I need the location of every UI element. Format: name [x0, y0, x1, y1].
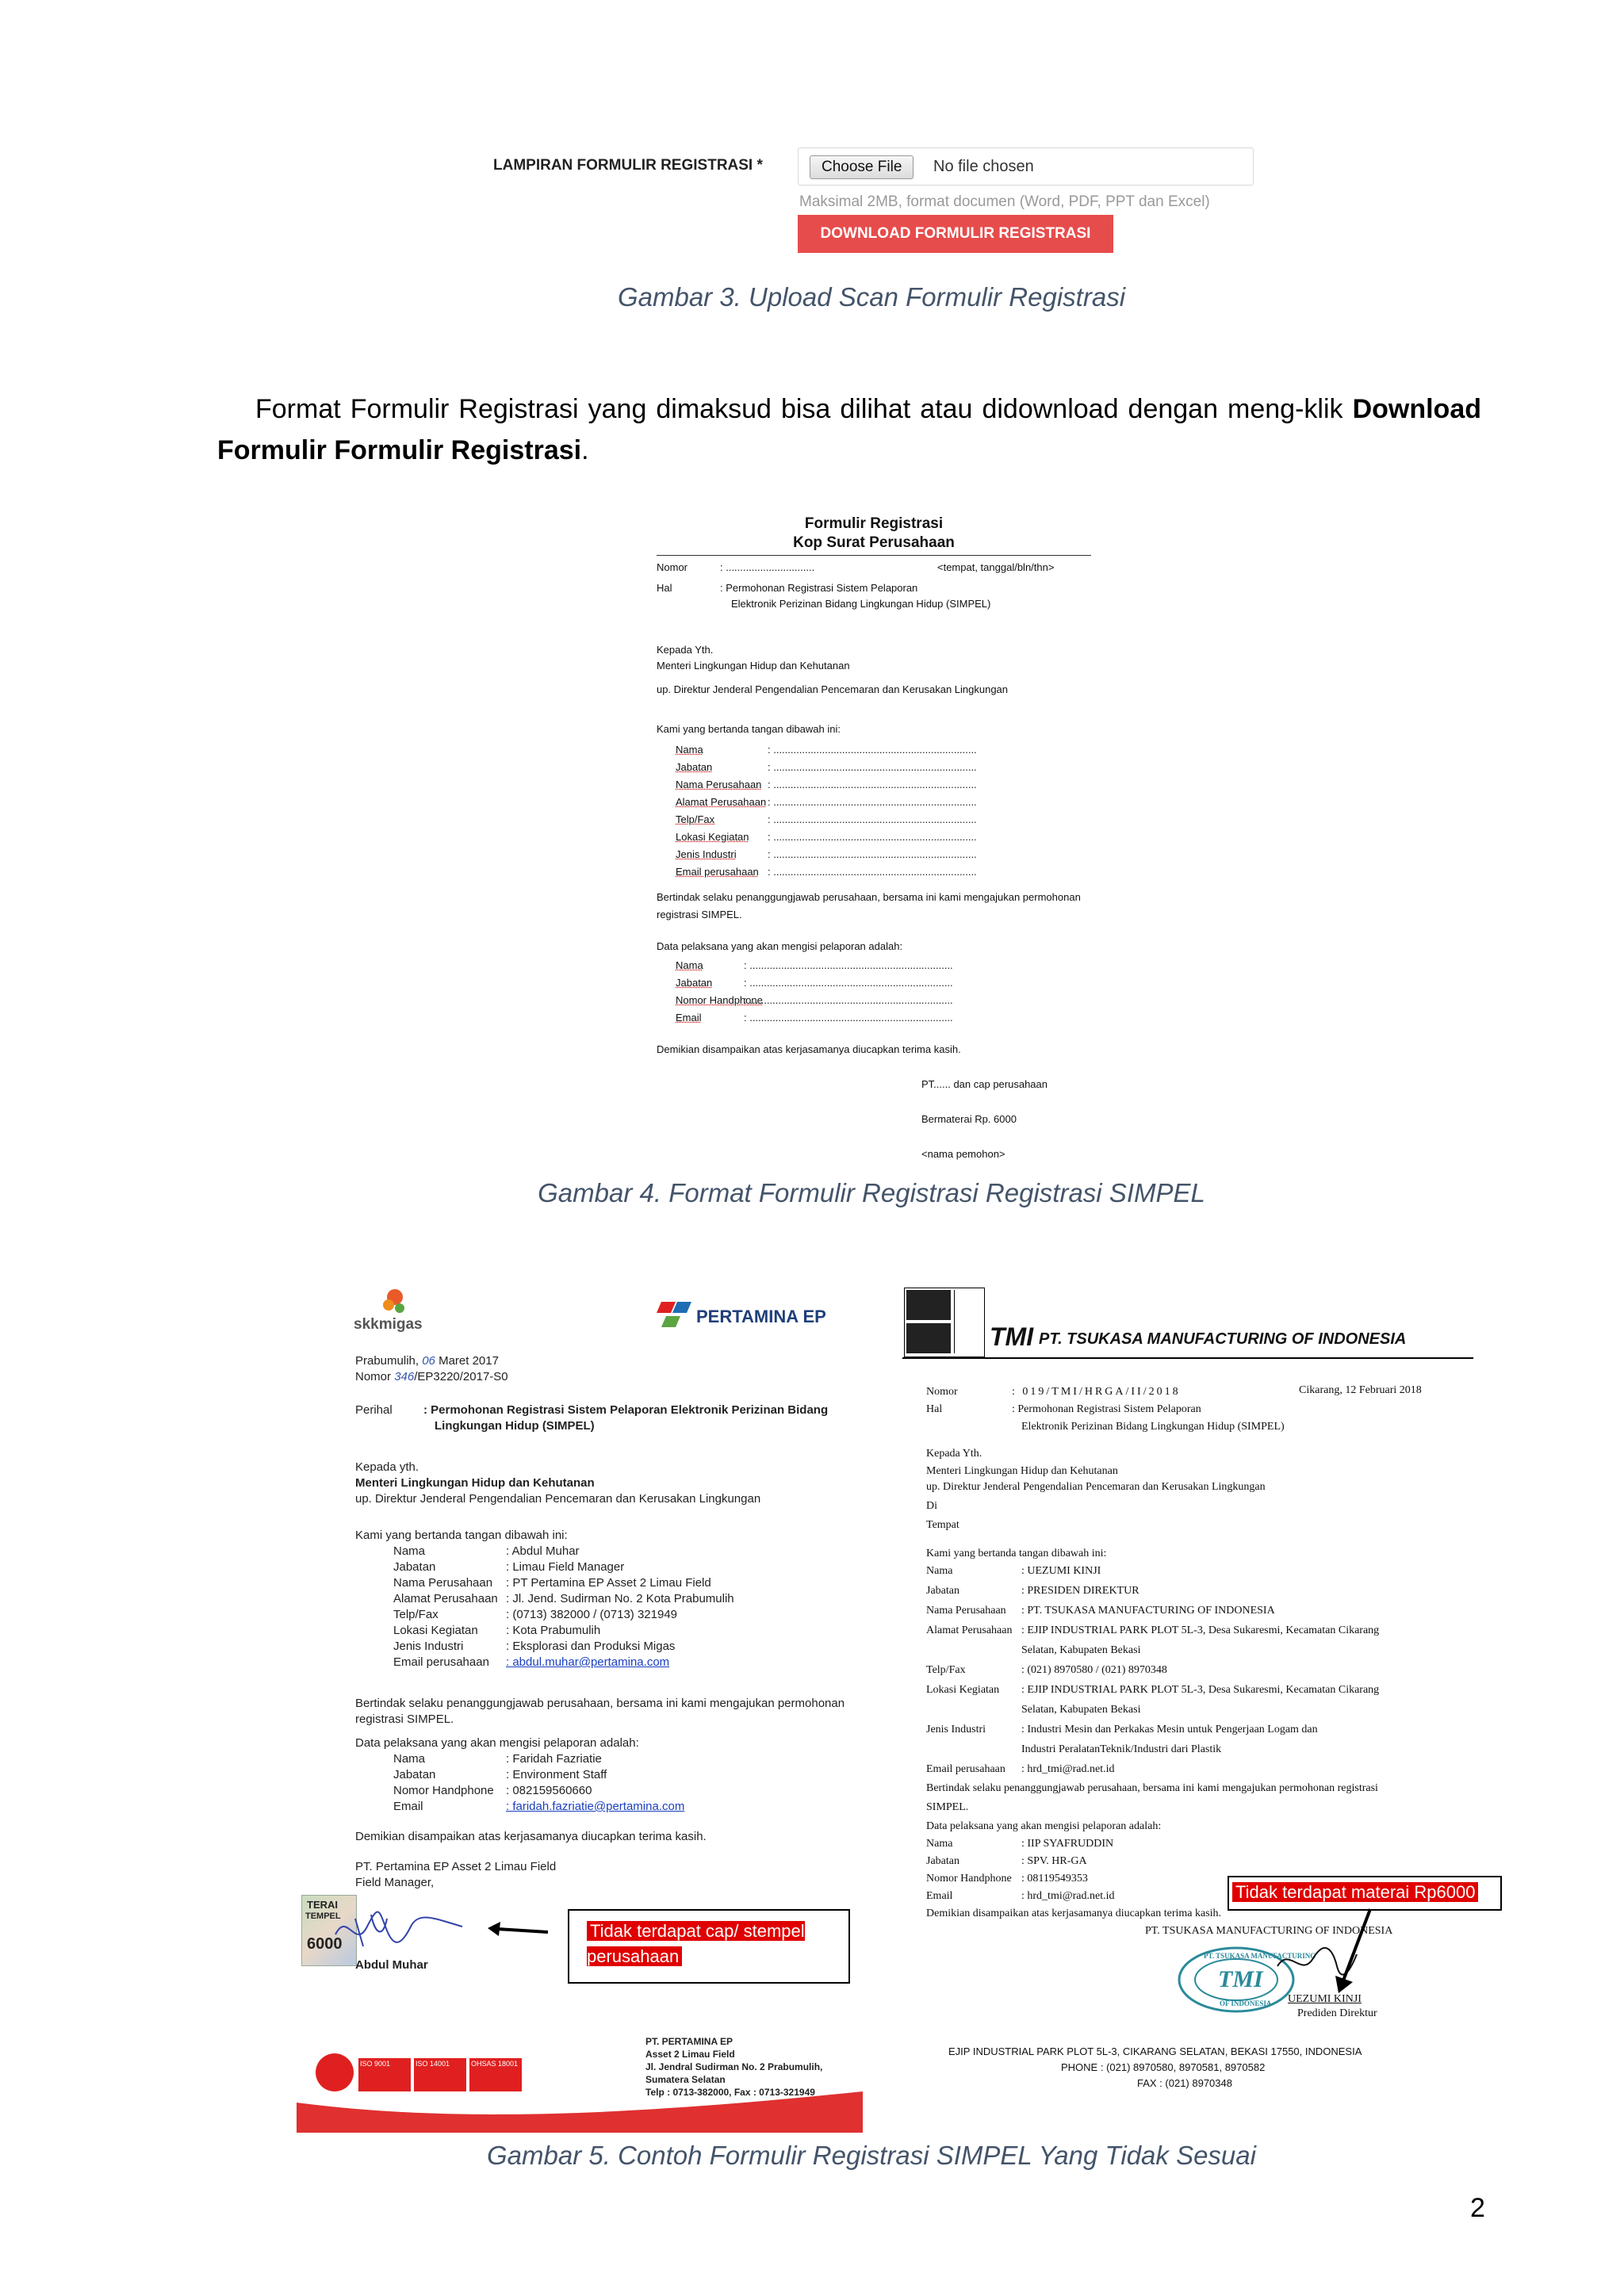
field-value: : Abdul Muhar: [506, 1544, 580, 1558]
nomor: [355, 1370, 508, 1383]
footer-1: EJIP INDUSTRIAL PARK PLOT 5L-3, CIKARANG SELATAN, BEKASI 17550, INDONESIA: [948, 2045, 1362, 2057]
field-label: Email: [393, 1800, 423, 1813]
bertindak-1: Bertindak selaku penanggungjawab perusahaan, bersama ini kami mengajukan permohonan: [657, 891, 1081, 903]
field-label: Jabatan: [926, 1855, 959, 1867]
pertamina-letter: [284, 1269, 863, 2137]
kami-text: Kami yang bertanda tangan dibawah ini:: [355, 1529, 568, 1542]
pertamina-logo-icon: [657, 1299, 691, 1330]
field-value: : hrd_tmi@rad.net.id: [1021, 1763, 1115, 1775]
bertindak-1: Bertindak selaku penanggungjawab perusahaan, bersama ini kami mengajukan permohonan: [355, 1697, 845, 1710]
field-value: Selatan, Kabupaten Bekasi: [1021, 1704, 1141, 1716]
field-value: : .......................................................................: [744, 994, 953, 1006]
field-label: Nomor Handphone: [676, 994, 763, 1006]
data-pelaksana: Data pelaksana yang akan mengisi pelaporan adalah:: [926, 1820, 1162, 1832]
field-value: : Environment Staff: [506, 1768, 607, 1781]
footer-5: Telp : 0713-382000, Fax : 0713-321949: [645, 2087, 815, 2098]
field-value: : PRESIDEN DIREKTUR: [1021, 1585, 1139, 1597]
field-label: Alamat Perusahaan: [393, 1592, 498, 1605]
skkmigas-logo-icon: [377, 1286, 417, 1318]
kepada: Kepada Yth.: [657, 644, 714, 656]
stamp-text-2: TEMPEL: [305, 1911, 341, 1921]
bertindak-2: registrasi SIMPEL.: [657, 909, 742, 920]
annotation-text-materai: Tidak terdapat materai Rp6000: [1232, 1882, 1478, 1902]
seal-bot-text: OF INDONESIA: [1220, 1999, 1272, 2007]
annotation-text-stamp: Tidak terdapat cap/ stempel perusahaan: [587, 1921, 805, 1966]
field-value: : Jl. Jend. Sudirman No. 2 Kota Prabumulih: [506, 1592, 734, 1605]
value-nomor: : ...............................: [720, 561, 815, 573]
footer-3: FAX : (021) 8970348: [1137, 2077, 1232, 2089]
nomor-label: Nomor: [926, 1386, 958, 1398]
field-label: Nama: [393, 1752, 426, 1766]
perihal-value-2: Lingkungan Hidup (SIMPEL): [435, 1419, 595, 1433]
signer-name: UEZUMI KINJI: [1288, 1993, 1362, 2005]
pt-name: PT. Pertamina EP Asset 2 Limau Field: [355, 1860, 557, 1873]
field-label: Email: [676, 1012, 702, 1024]
signer-name: Abdul Muhar: [355, 1958, 428, 1972]
iso-logos: [316, 2053, 553, 2095]
example-letters-figure: [284, 1269, 1499, 2137]
header-rule: [657, 555, 1091, 556]
field-label: Alamat Perusahaan: [926, 1624, 1013, 1636]
field-value: : .......................................................................: [744, 1012, 953, 1024]
annotation-box-stamp: [568, 1909, 850, 1984]
field-label: Lokasi Kegiatan: [676, 831, 749, 843]
paragraph-end: .: [581, 435, 589, 465]
field-value: : 082159560660: [506, 1784, 592, 1797]
nomor-label: Nomor: [355, 1370, 392, 1383]
field-value: : Faridah Fazriatie: [506, 1752, 602, 1766]
arrow-icon: [486, 1919, 550, 1942]
place-date: Maret 2017: [439, 1354, 499, 1368]
field-label: Email perusahaan: [676, 866, 759, 878]
field-value: : .......................................................................: [768, 848, 977, 860]
up-direktur: up. Direktur Jenderal Pengendalian Pencemaran dan Kerusakan Lingkungan: [926, 1481, 1266, 1493]
field-value: : PT Pertamina EP Asset 2 Limau Field: [506, 1576, 711, 1590]
form-field-label: LAMPIRAN FORMULIR REGISTRASI *: [493, 157, 763, 174]
field-value: : .......................................................................: [768, 813, 977, 825]
materai: Bermaterai Rp. 6000: [921, 1113, 1017, 1125]
field-label: Nama: [676, 959, 703, 971]
field-label: Alamat Perusahaan: [676, 796, 767, 808]
field-label: Email perusahaan: [393, 1655, 489, 1669]
nomor-value: : 019/TMI/HRGA/II/2018: [1012, 1386, 1181, 1398]
download-form-button[interactable]: DOWNLOAD FORMULIR REGISTRASI: [798, 215, 1113, 253]
kepada: Kepada Yth.: [926, 1448, 982, 1460]
tempat: Tempat: [926, 1519, 959, 1531]
field-label: Jenis Industri: [393, 1640, 464, 1653]
field-label: Nama: [676, 744, 703, 756]
field-value: : abdul.muhar@pertamina.com: [506, 1655, 670, 1669]
demikian: Demikian disampaikan atas kerjasamanya diucapkan terima kasih.: [926, 1908, 1222, 1919]
field-value: : .......................................................................: [768, 779, 977, 790]
iso-emblem-icon: [316, 2053, 354, 2091]
field-label: Jabatan: [926, 1585, 959, 1597]
field-value: : .......................................................................: [768, 831, 977, 843]
registration-form-template: [657, 507, 1091, 1165]
tmi-header-rule: [902, 1357, 1473, 1359]
field-value: : 08119549353: [1021, 1873, 1088, 1885]
field-value: : EJIP INDUSTRIAL PARK PLOT 5L-3, Desa Sukaresmi, Kecamatan Cikarang: [1021, 1684, 1380, 1696]
demikian: Demikian disampaikan atas kerjasamanya diucapkan terima kasih.: [355, 1830, 707, 1843]
footer-2: Asset 2 Limau Field: [645, 2049, 735, 2060]
nomor-handwritten: 346: [394, 1370, 415, 1383]
field-value: : hrd_tmi@rad.net.id: [1021, 1890, 1115, 1902]
data-pelaksana: Data pelaksana yang akan mengisi pelaporan adalah:: [355, 1736, 639, 1750]
arrow-icon: [1331, 1908, 1378, 1995]
hal-label: Hal: [926, 1403, 943, 1415]
field-manager: Field Manager,: [355, 1876, 435, 1889]
up-direktur: up. Direktur Jenderal Pengendalian Pencemaran dan Kerusakan Lingkungan: [657, 683, 1009, 695]
field-label: Nama: [926, 1565, 953, 1577]
ohsas-badge: OHSAS 18001: [469, 2058, 522, 2091]
field-value: : IIP SYAFRUDDIN: [1021, 1838, 1114, 1850]
field-label: Jenis Industri: [676, 848, 737, 860]
signer-role: Prediden Direktur: [1297, 2007, 1377, 2019]
value-tempat: <tempat, tanggal/bln/thn>: [937, 561, 1055, 573]
kepada: Kepada yth.: [355, 1460, 419, 1474]
figure-5-caption: Gambar 5. Contoh Formulir Registrasi SIMPEL Yang Tidak Sesuai: [487, 2141, 1256, 2170]
bertindak-2: registrasi SIMPEL.: [355, 1712, 454, 1726]
paragraph-text: Format Formulir Registrasi yang dimaksud bisa dilihat atau didownload dengan meng-klik: [255, 394, 1353, 424]
footer-4: Sumatera Selatan: [645, 2074, 726, 2085]
field-label: Jabatan: [676, 977, 713, 989]
bertindak-1: Bertindak selaku penanggungjawab perusahaan, bersama ini kami mengajukan permohonan registrasi: [926, 1782, 1378, 1794]
label-hal: Hal: [657, 582, 672, 594]
nomor-value: /EP3220/2017-S0: [414, 1370, 508, 1383]
place-handwritten: 06: [422, 1354, 435, 1368]
field-label: Telp/Fax: [393, 1608, 439, 1621]
field-label: Nama Perusahaan: [926, 1605, 1006, 1617]
menteri: Menteri Lingkungan Hidup dan Kehutanan: [657, 660, 850, 672]
bertindak-2: SIMPEL.: [926, 1801, 969, 1813]
file-hint-text: Maksimal 2MB, format documen (Word, PDF, PPT dan Excel): [799, 193, 1210, 210]
cert-logo-2-icon: [906, 1323, 951, 1353]
perihal-value-1: : Permohonan Registrasi Sistem Pelaporan Elektronik Perizinan Bidang: [423, 1403, 829, 1417]
menteri: Menteri Lingkungan Hidup dan Kehutanan: [926, 1465, 1118, 1477]
template-title: Formulir Registrasi: [804, 515, 944, 532]
field-value: Industri PeralatanTeknik/Industri dari Plastik: [1021, 1743, 1222, 1755]
field-label: Jabatan: [676, 761, 713, 773]
footer-2: PHONE : (021) 8970580, 8970581, 8970582: [1061, 2061, 1266, 2073]
perihal-label: Perihal: [355, 1403, 393, 1417]
di: Di: [926, 1500, 937, 1512]
field-value: : (021) 8970580 / (021) 8970348: [1021, 1664, 1167, 1676]
field-value: : .......................................................................: [744, 959, 953, 971]
field-label: Lokasi Kegiatan: [926, 1684, 1000, 1696]
kami-text: Kami yang bertanda tangan dibawah ini:: [657, 723, 841, 735]
data-pelaksana: Data pelaksana yang akan mengisi pelaporan adalah:: [657, 940, 903, 952]
tmi-letter: [902, 1269, 1499, 2137]
place-label: Prabumulih,: [355, 1354, 419, 1368]
date: Cikarang, 12 Februari 2018: [1299, 1384, 1422, 1396]
annotation-box-materai: [1228, 1876, 1502, 1911]
field-value: : Limau Field Manager: [506, 1560, 625, 1574]
stamp-text-3: 6000: [307, 1935, 343, 1953]
field-value: : Industri Mesin dan Perkakas Mesin untuk Pengerjaan Logam dan: [1021, 1724, 1318, 1735]
iso-9001-badge: ISO 9001: [358, 2058, 411, 2091]
field-label: Lokasi Kegiatan: [393, 1624, 478, 1637]
footer-1: PT. PERTAMINA EP: [645, 2036, 733, 2047]
kami-text: Kami yang bertanda tangan dibawah ini:: [926, 1548, 1107, 1559]
seal-mid-text: TMI: [1218, 1966, 1263, 1992]
field-label: Nomor Handphone: [393, 1784, 494, 1797]
field-label: Email: [926, 1890, 953, 1902]
cert-divider: [954, 1290, 982, 1353]
field-label: Nama: [393, 1544, 426, 1558]
field-label: Nama Perusahaan: [393, 1576, 493, 1590]
field-value: : (0713) 382000 / (0713) 321949: [506, 1608, 677, 1621]
figure-3-caption: Gambar 3. Upload Scan Formulir Registrasi: [617, 282, 1126, 312]
field-value: : .......................................................................: [768, 796, 977, 808]
choose-file-button[interactable]: Choose File: [810, 155, 914, 179]
field-label: Nomor Handphone: [926, 1873, 1012, 1885]
pt-cap: PT...... dan cap perusahaan: [921, 1078, 1048, 1090]
file-status-text: No file chosen: [933, 158, 1034, 175]
field-label: Nama Perusahaan: [676, 779, 762, 790]
tmi-company-name: PT. TSUKASA MANUFACTURING OF INDONESIA: [1039, 1330, 1407, 1348]
field-label: Email perusahaan: [926, 1763, 1005, 1775]
hal-value-1: : Permohonan Registrasi Sistem Pelaporan: [1012, 1403, 1201, 1415]
cert-logo-1-icon: [906, 1290, 951, 1320]
page-number: 2: [1470, 2193, 1485, 2223]
label-nomor: Nomor: [657, 561, 688, 573]
tmi-logo-text: TMI: [990, 1322, 1034, 1351]
field-value: : .......................................................................: [768, 761, 977, 773]
seal-top-text: PT. TSUKASA MANUFACTURING: [1204, 1952, 1316, 1960]
paragraph-bold-link-text: Download Formulir Formulir Registrasi: [217, 394, 1481, 465]
field-value: : Kota Prabumulih: [506, 1624, 601, 1637]
skkmigas-logo-text: skkmigas: [354, 1316, 423, 1333]
iso-14001-badge: ISO 14001: [414, 2058, 466, 2091]
field-label: Telp/Fax: [676, 813, 715, 825]
stamp-text-1: TERAI: [307, 1899, 338, 1911]
figure-4-caption: Gambar 4. Format Formulir Registrasi Registrasi SIMPEL: [538, 1178, 1205, 1207]
field-label: Telp/Fax: [926, 1664, 966, 1676]
value-hal-1: : Permohonan Registrasi Sistem Pelaporan: [720, 582, 918, 594]
field-value: : PT. TSUKASA MANUFACTURING OF INDONESIA: [1021, 1605, 1275, 1617]
hal-value-2: Elektronik Perizinan Bidang Lingkungan Hidup (SIMPEL): [1021, 1421, 1285, 1433]
field-label: Nama: [926, 1838, 953, 1850]
field-value: : .......................................................................: [744, 977, 953, 989]
template-subtitle: Kop Surat Perusahaan: [793, 534, 955, 551]
demikian: Demikian disampaikan atas kerjasamanya diucapkan terima kasih.: [657, 1043, 961, 1055]
place: [355, 1354, 499, 1368]
field-value: : .......................................................................: [768, 744, 977, 756]
field-label: Jabatan: [393, 1768, 436, 1781]
up-direktur: up. Direktur Jenderal Pengendalian Pencemaran dan Kerusakan Lingkungan: [355, 1492, 761, 1506]
nama-pemohon: <nama pemohon>: [921, 1148, 1005, 1160]
field-value: : EJIP INDUSTRIAL PARK PLOT 5L-3, Desa Sukaresmi, Kecamatan Cikarang: [1021, 1624, 1380, 1636]
value-hal-2: Elektronik Perizinan Bidang Lingkungan Hidup (SIMPEL): [731, 598, 991, 610]
footer-red-band: [297, 2091, 863, 2133]
pt-name: PT. TSUKASA MANUFACTURING OF INDONESIA: [1145, 1925, 1393, 1937]
field-value: : .......................................................................: [768, 866, 977, 878]
tmi-cert-logos: [904, 1288, 985, 1357]
field-value: : SPV. HR-GA: [1021, 1855, 1087, 1867]
field-value: : Eksplorasi dan Produksi Migas: [506, 1640, 676, 1653]
file-input[interactable]: [798, 147, 1254, 186]
field-value: : UEZUMI KINJI: [1021, 1565, 1101, 1577]
body-paragraph: [217, 388, 1481, 471]
field-value: Selatan, Kabupaten Bekasi: [1021, 1644, 1141, 1656]
signature-icon: [331, 1903, 466, 1958]
field-value: : faridah.fazriatie@pertamina.com: [506, 1800, 685, 1813]
pertamina-logo-text: PERTAMINA EP: [696, 1307, 826, 1326]
menteri: Menteri Lingkungan Hidup dan Kehutanan: [355, 1476, 595, 1490]
footer-3: Jl. Jendral Sudirman No. 2 Prabumulih,: [645, 2061, 823, 2072]
field-label: Jabatan: [393, 1560, 436, 1574]
field-label: Jenis Industri: [926, 1724, 986, 1735]
